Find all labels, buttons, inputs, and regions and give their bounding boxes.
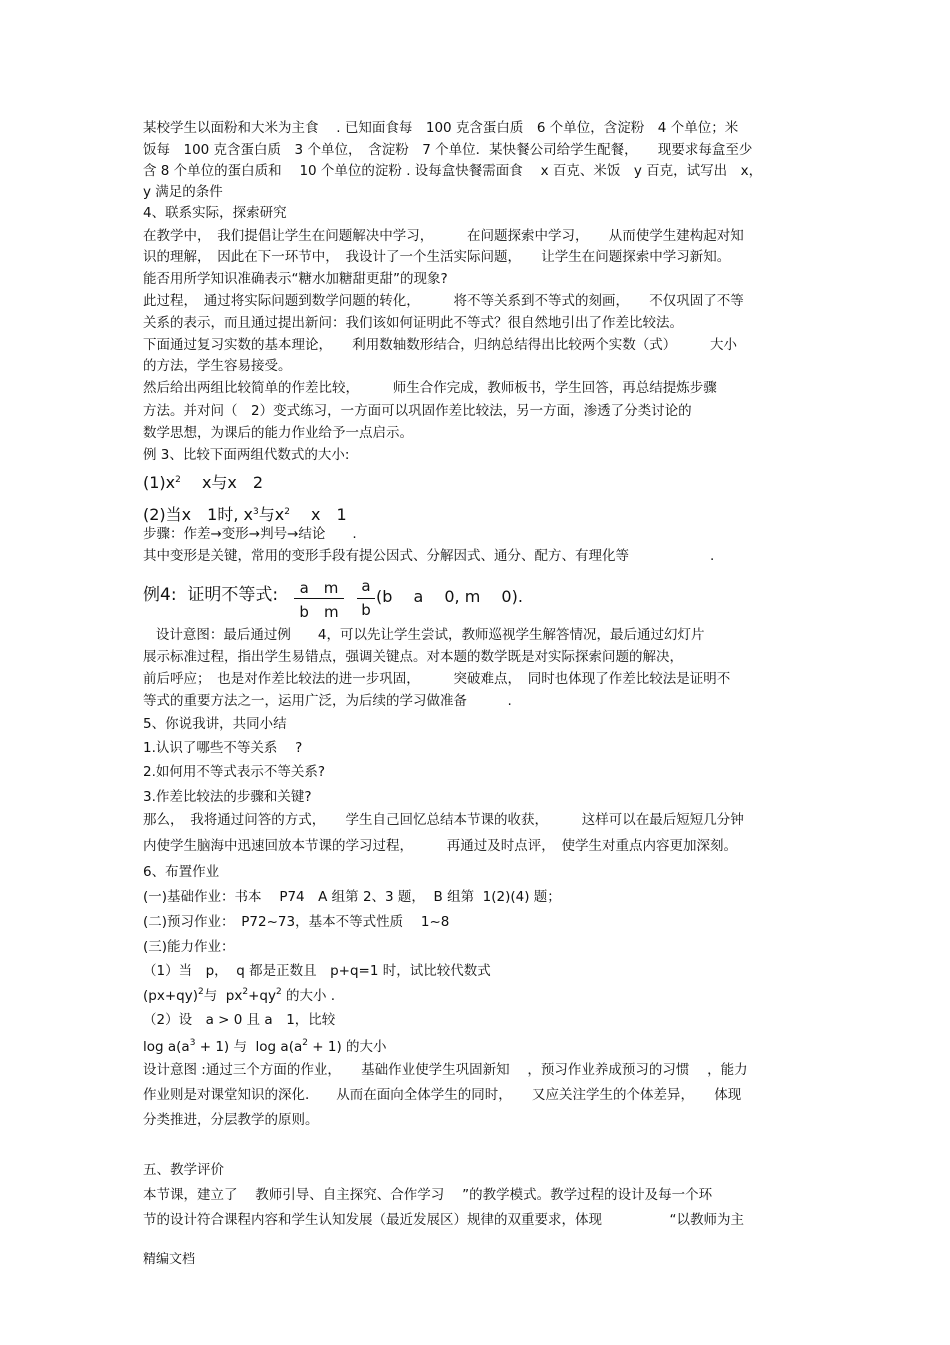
- fraction-bar: [294, 598, 344, 599]
- list-item: (二)预习作业： P72~73，基本不等式性质 1~8: [143, 914, 450, 930]
- example4-condition: (b a 0, m 0).: [376, 587, 523, 606]
- list-item: 3.作差比较法的步骤和关键?: [143, 789, 312, 805]
- list-item: （2）设 a > 0 且 a 1，比较: [143, 1012, 336, 1028]
- fraction-numerator: a: [361, 577, 371, 595]
- section-heading: 五、教学评价: [143, 1162, 224, 1178]
- section-heading: 5、你说我讲，共同小结: [143, 716, 287, 732]
- list-item: (一)基础作业：书本 P74 A 组第 2、3 题， B 组第 1(2)(4) 题；: [143, 889, 561, 905]
- text-line: 内使学生脑海中迅速回放本节课的学习过程， 再通过及时点评， 使学生对重点内容更加深刻。: [143, 838, 737, 854]
- text-line: 等式的重要方法之一，运用广泛，为后续的学习做准备 .: [143, 693, 512, 709]
- homework-expression: $\log a(a^3 + 1)$ 与 $\log a(a^2 + 1)$ 的大小: [143, 1038, 387, 1055]
- text-line: 能否用所学知识准确表示“糖水加糖甜更甜”的现象?: [143, 271, 448, 287]
- fraction-numerator: a m: [299, 579, 339, 597]
- list-item: （1）当 p， q 都是正数且 p+q=1 时，试比较代数式: [143, 963, 491, 979]
- fraction-denominator: b m: [299, 603, 339, 621]
- text-line: 步骤：作差→变形→判号→结论 .: [143, 526, 357, 542]
- list-item: 1.认识了哪些不等关系 ?: [143, 740, 303, 756]
- text-line: 设计意图：最后通过例 4，可以先让学生尝试，教师巡视学生解答情况，最后通过幻灯片: [143, 627, 705, 643]
- list-item: 2.如何用不等式表示不等关系?: [143, 764, 326, 780]
- text-line: 那么， 我将通过问答的方式， 学生自己回忆总结本节课的收获， 这样可以在最后短短几分钟: [143, 812, 744, 828]
- text-line: 下面通过复习实数的基本理论， 利用数轴数形结合，归纳总结得出比较两个实数（式） 大小: [143, 337, 737, 353]
- homework-expression: $(px+qy)^2$与 $px^2+qy^2$ 的大小 .: [143, 987, 336, 1004]
- text-line: 数学思想，为课后的能力作业给予一点启示。: [143, 425, 413, 441]
- text-line: 此过程， 通过将实际问题到数学问题的转化， 将不等关系到不等式的刻画， 不仅巩固了不等: [143, 293, 744, 309]
- example-heading: 例 3、比较下面两组代数式的大小:: [143, 447, 350, 463]
- text-line: 分类推进，分层教学的原则。: [143, 1112, 319, 1128]
- example4-label: 例4: 证明不等式:: [143, 585, 279, 605]
- text-line: 作业则是对课堂知识的深化. 从而在面向全体学生的同时， 又应关注学生的个体差异， 体现: [143, 1087, 742, 1103]
- section-heading: 4、联系实际，探索研究: [143, 205, 287, 221]
- text-line: 其中变形是关键，常用的变形手段有提公因式、分解因式、通分、配方、有理化等 .: [143, 548, 715, 564]
- text-line: 的方法，学生容易接受。: [143, 358, 292, 374]
- text-line: 在教学中， 我们提倡让学生在问题解决中学习， 在问题探索中学习， 从而使学生建构起对知: [143, 228, 744, 244]
- text-line: 设计意图 :通过三个方面的作业， 基础作业使学生巩固新知 ，预习作业养成预习的习惯 ，能力: [143, 1062, 748, 1078]
- text-line: 本节课，建立了 教师引导、自主探究、合作学习 ”的教学模式。教学过程的设计及每一个环: [143, 1187, 713, 1203]
- text-line: 饭每 100 克含蛋白质 3 个单位， 含淀粉 7 个单位．某快餐公司给学生配餐， 现要求每盒至少: [143, 142, 753, 158]
- page-footer: 精编文档: [143, 1252, 196, 1267]
- text-line: 展示标准过程，指出学生易错点，强调关键点。对本题的数学既是对实际探索问题的解决，: [143, 649, 683, 665]
- text-line: 前后呼应； 也是对作差比较法的进一步巩固， 突破难点， 同时也体现了作差比较法是证明不: [143, 671, 731, 687]
- text-line: 方法。并对问（ 2）变式练习，一方面可以巩固作差比较法，另一方面，渗透了分类讨论的: [143, 403, 692, 419]
- text-line: 含 8 个单位的蛋白质和 10 个单位的淀粉 . 设每盒快餐需面食 x 百克、米饭 y 百克，试写出 x，: [143, 163, 763, 179]
- section-heading: 6、布置作业: [143, 864, 220, 880]
- text-line: 某校学生以面粉和大米为主食 . 已知面食每 100 克含蛋白质 6 个单位，含淀粉 4 个单位；米: [143, 120, 739, 136]
- list-item: (三)能力作业：: [143, 939, 235, 955]
- text-line: 节的设计符合课程内容和学生认知发展（最近发展区）规律的双重要求，体现 “以教师为主: [143, 1212, 744, 1228]
- text-line: 然后给出两组比较简单的作差比较， 师生合作完成，教师板书，学生回答，再总结提炼步骤: [143, 380, 717, 396]
- fraction-denominator: b: [361, 601, 371, 619]
- text-line: 关系的表示，而且通过提出新问：我们该如何证明此不等式？很自然地引出了作差比较法。: [143, 315, 683, 331]
- text-line: y 满足的条件: [143, 184, 223, 200]
- fraction-bar: [357, 598, 375, 599]
- text-line: 识的理解， 因此在下一环节中， 我设计了一个生活实际问题， 让学生在问题探索中学习新知。: [143, 249, 731, 265]
- example3-part1: $(1)x^2$ x与x 2: [143, 473, 264, 492]
- example3-part2: (2)当x 1时, $x^3$与$x^2$ x 1: [143, 505, 347, 524]
